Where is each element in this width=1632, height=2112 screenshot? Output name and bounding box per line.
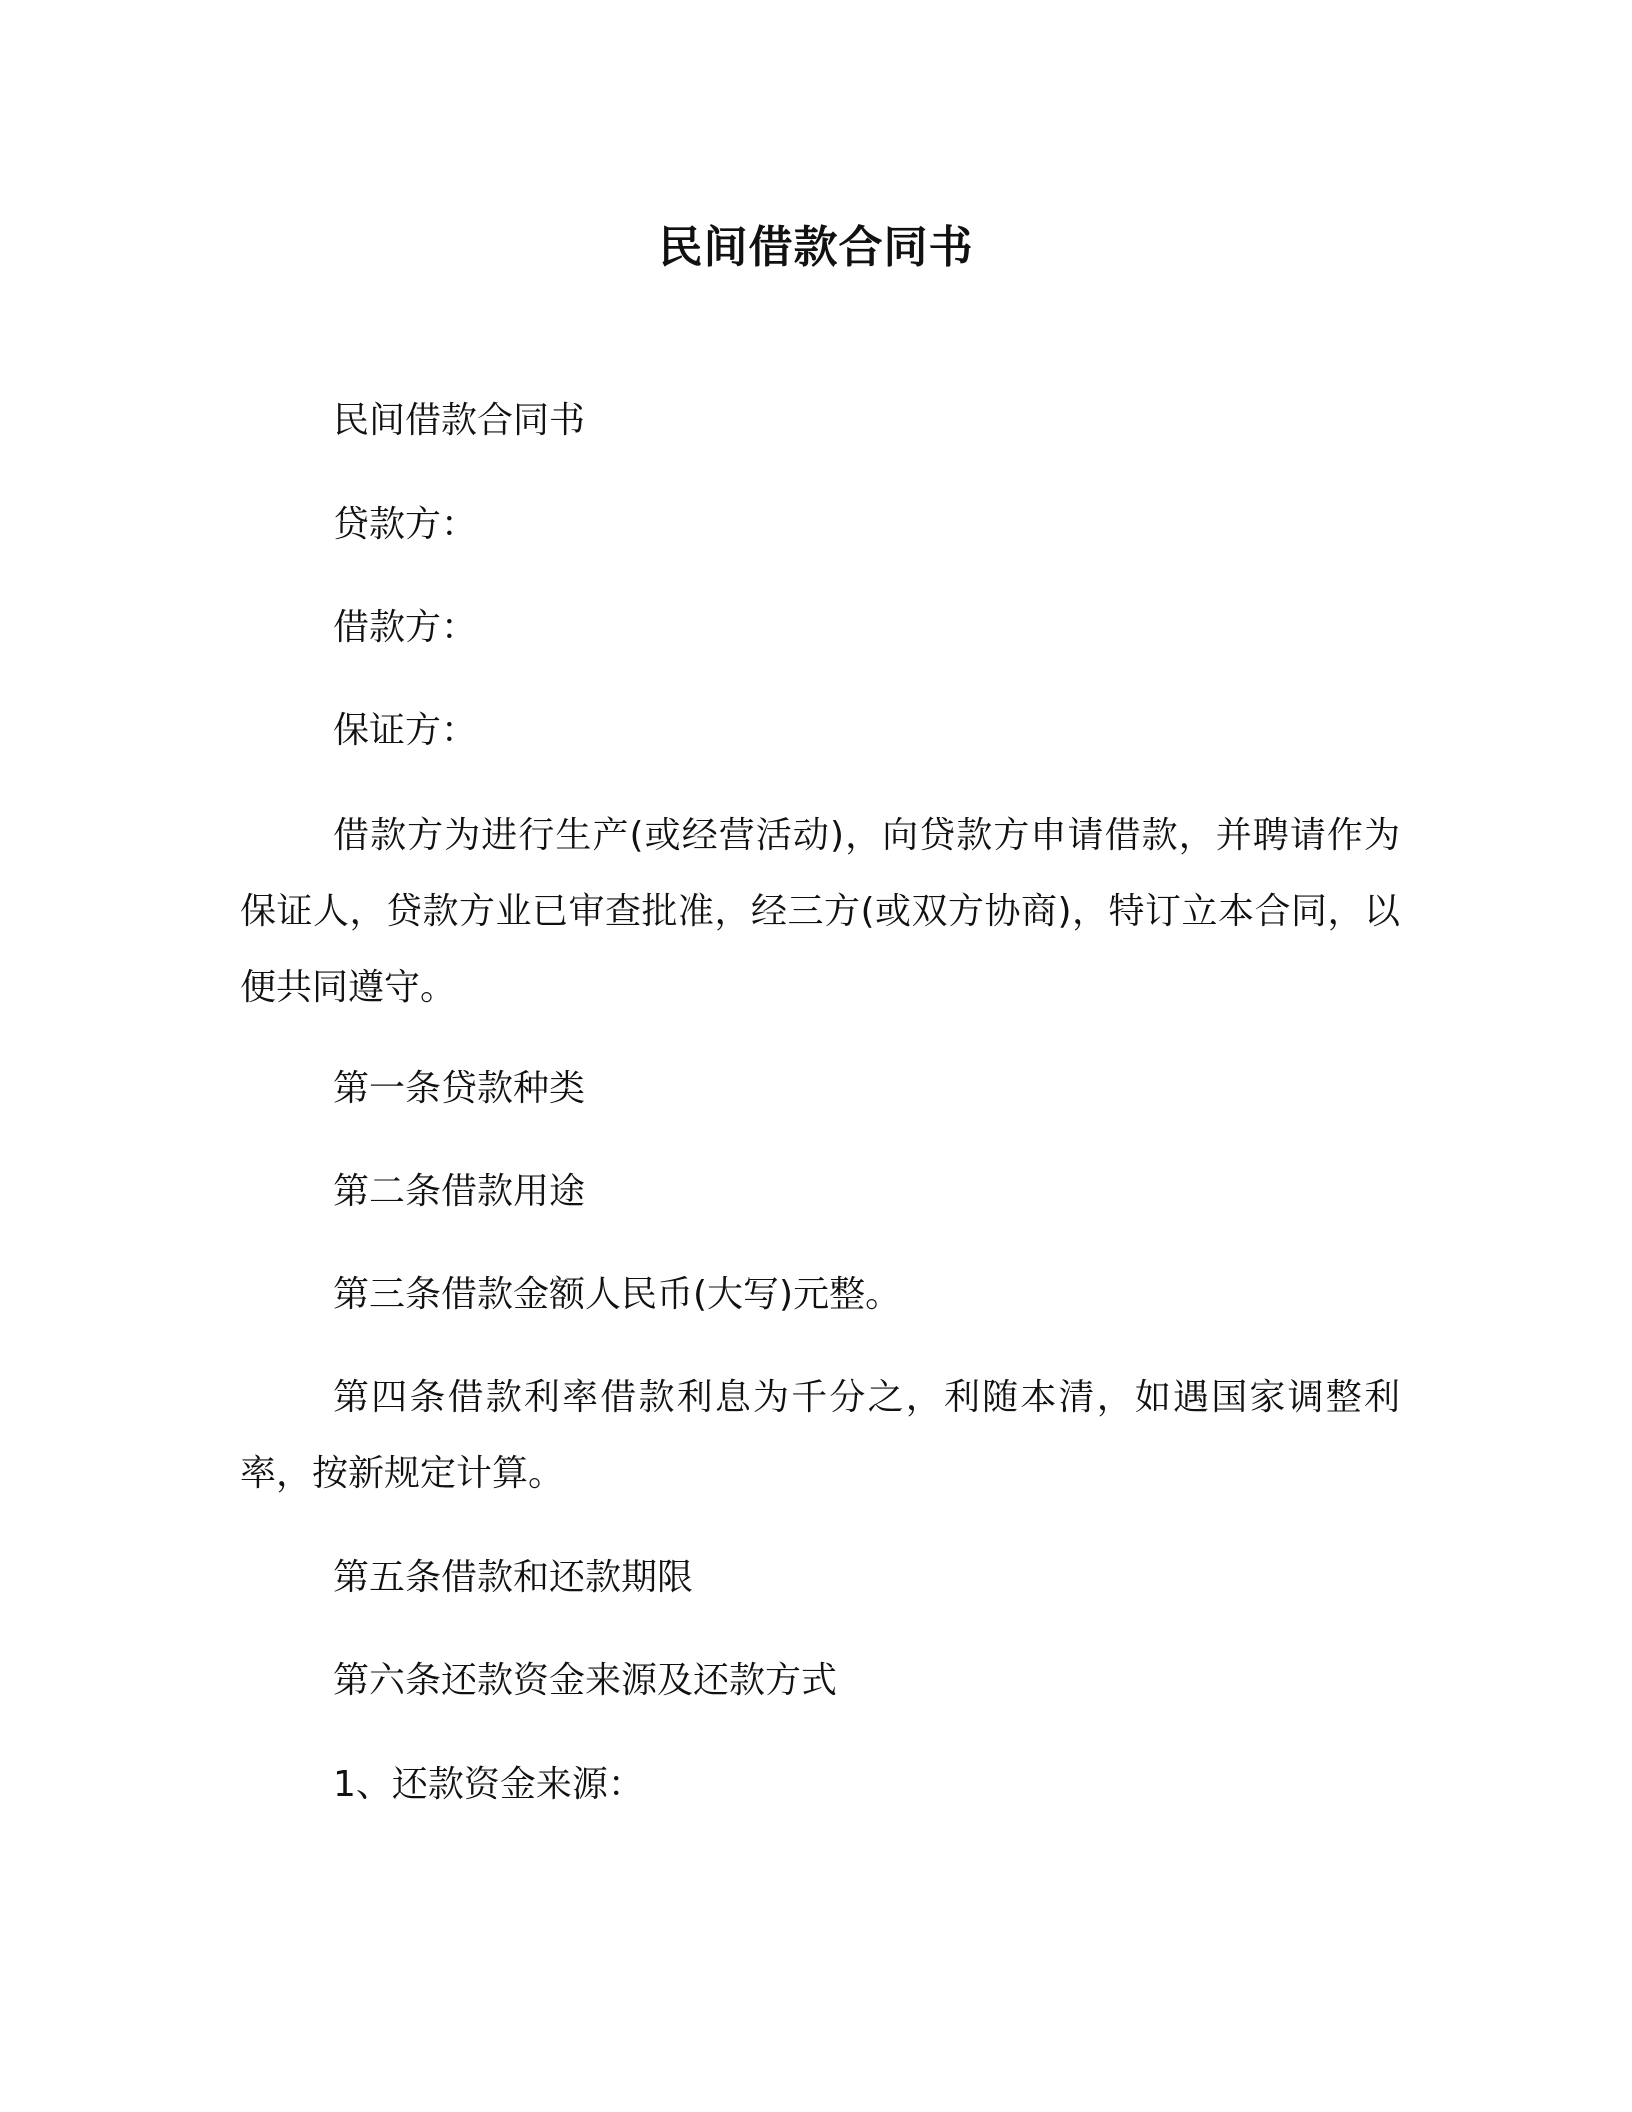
article-6: 第六条还款资金来源及还款方式 (333, 1660, 838, 1701)
article-1: 第一条贷款种类 (333, 1068, 586, 1109)
repayment-source-item: 1、还款资金来源： (333, 1764, 644, 1805)
document-title: 民间借款合同书 (658, 222, 974, 273)
subtitle-paragraph: 民间借款合同书 (333, 400, 586, 441)
guarantor-field: 保证方： (333, 710, 478, 751)
lender-field: 贷款方： (333, 504, 478, 545)
article-2: 第二条借款用途 (333, 1171, 586, 1212)
article-3: 第三条借款金额人民币(大写)元整。 (333, 1274, 902, 1315)
article-4: 第四条借款利率借款利息为千分之，利随本清，如遇国家调整利率，按新规定计算。 (240, 1377, 1400, 1494)
article-5: 第五条借款和还款期限 (333, 1557, 694, 1598)
preamble-paragraph: 借款方为进行生产(或经营活动)，向贷款方申请借款，并聘请作为保证人，贷款方业已审查批准，经三方(或双方协商)，特订立本合同，以便共同遵守。 (240, 815, 1400, 1008)
borrower-field: 借款方： (333, 607, 478, 648)
